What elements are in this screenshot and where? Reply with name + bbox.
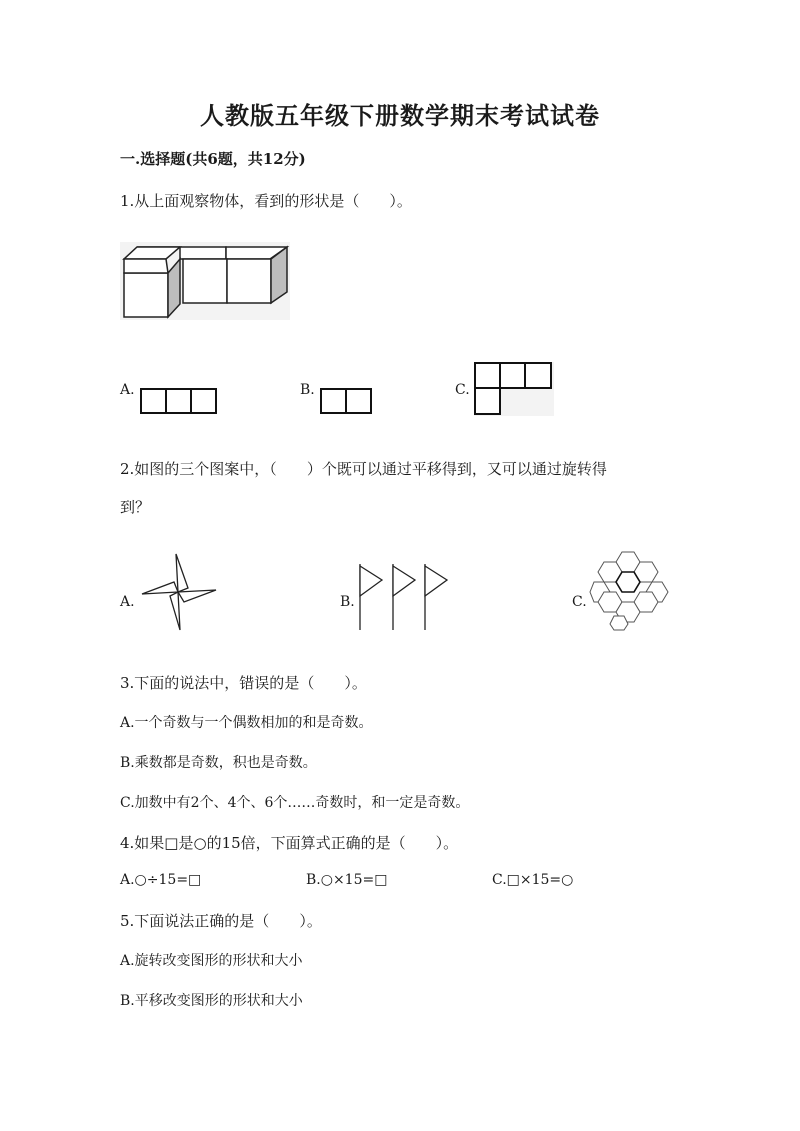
question-2-option-a: A. xyxy=(120,594,135,610)
question-3-stem: 3.下面的说法中，错误的是（ ）。 xyxy=(120,674,367,692)
question-4-option-c: C.□×15=○ xyxy=(492,872,574,888)
question-1-option-b-figure xyxy=(320,388,374,414)
page-title: 人教版五年级下册数学期末考试试卷 xyxy=(200,101,600,130)
question-5-stem: 5.下面说法正确的是（ ）。 xyxy=(120,912,322,930)
section-heading: 一.选择题(共6题，共12分) xyxy=(120,150,306,168)
question-2-option-b: B. xyxy=(340,594,355,610)
question-3-option-c: C.加数中有2个、4个、6个……奇数时，和一定是奇数。 xyxy=(120,795,470,811)
question-5-option-b: B.平移改变图形的形状和大小 xyxy=(120,993,303,1009)
question-2-option-a-pinwheel xyxy=(140,552,218,632)
question-2-stem-line-1: 2.如图的三个图案中，（ ）个既可以通过平移得到，又可以通过旋转得 xyxy=(120,460,607,478)
question-5-option-a: A.旋转改变图形的形状和大小 xyxy=(120,953,303,969)
question-1-stem: 1.从上面观察物体，看到的形状是（ ）。 xyxy=(120,192,412,210)
question-2-option-b-flags xyxy=(356,562,452,632)
question-2-option-c: C. xyxy=(572,594,587,610)
question-2-option-c-hexagons xyxy=(590,550,670,630)
question-4-option-b: B.○×15=□ xyxy=(306,872,388,888)
question-1-cube-figure xyxy=(120,242,290,320)
question-4-stem: 4.如果□是○的15倍，下面算式正确的是（ ）。 xyxy=(120,834,459,852)
question-3-option-a: A.一个奇数与一个偶数相加的和是奇数。 xyxy=(120,715,373,731)
question-1-option-a-figure xyxy=(140,388,218,414)
question-4-option-a: A.○÷15=□ xyxy=(120,872,202,888)
question-1-option-c: C. xyxy=(455,382,470,398)
question-3-option-b: B.乘数都是奇数，积也是奇数。 xyxy=(120,755,317,771)
question-1-option-a: A. xyxy=(120,382,135,398)
question-1-option-c-figure xyxy=(474,362,554,416)
question-2-stem-line-2: 到？ xyxy=(120,498,151,516)
question-1-option-b: B. xyxy=(300,382,315,398)
